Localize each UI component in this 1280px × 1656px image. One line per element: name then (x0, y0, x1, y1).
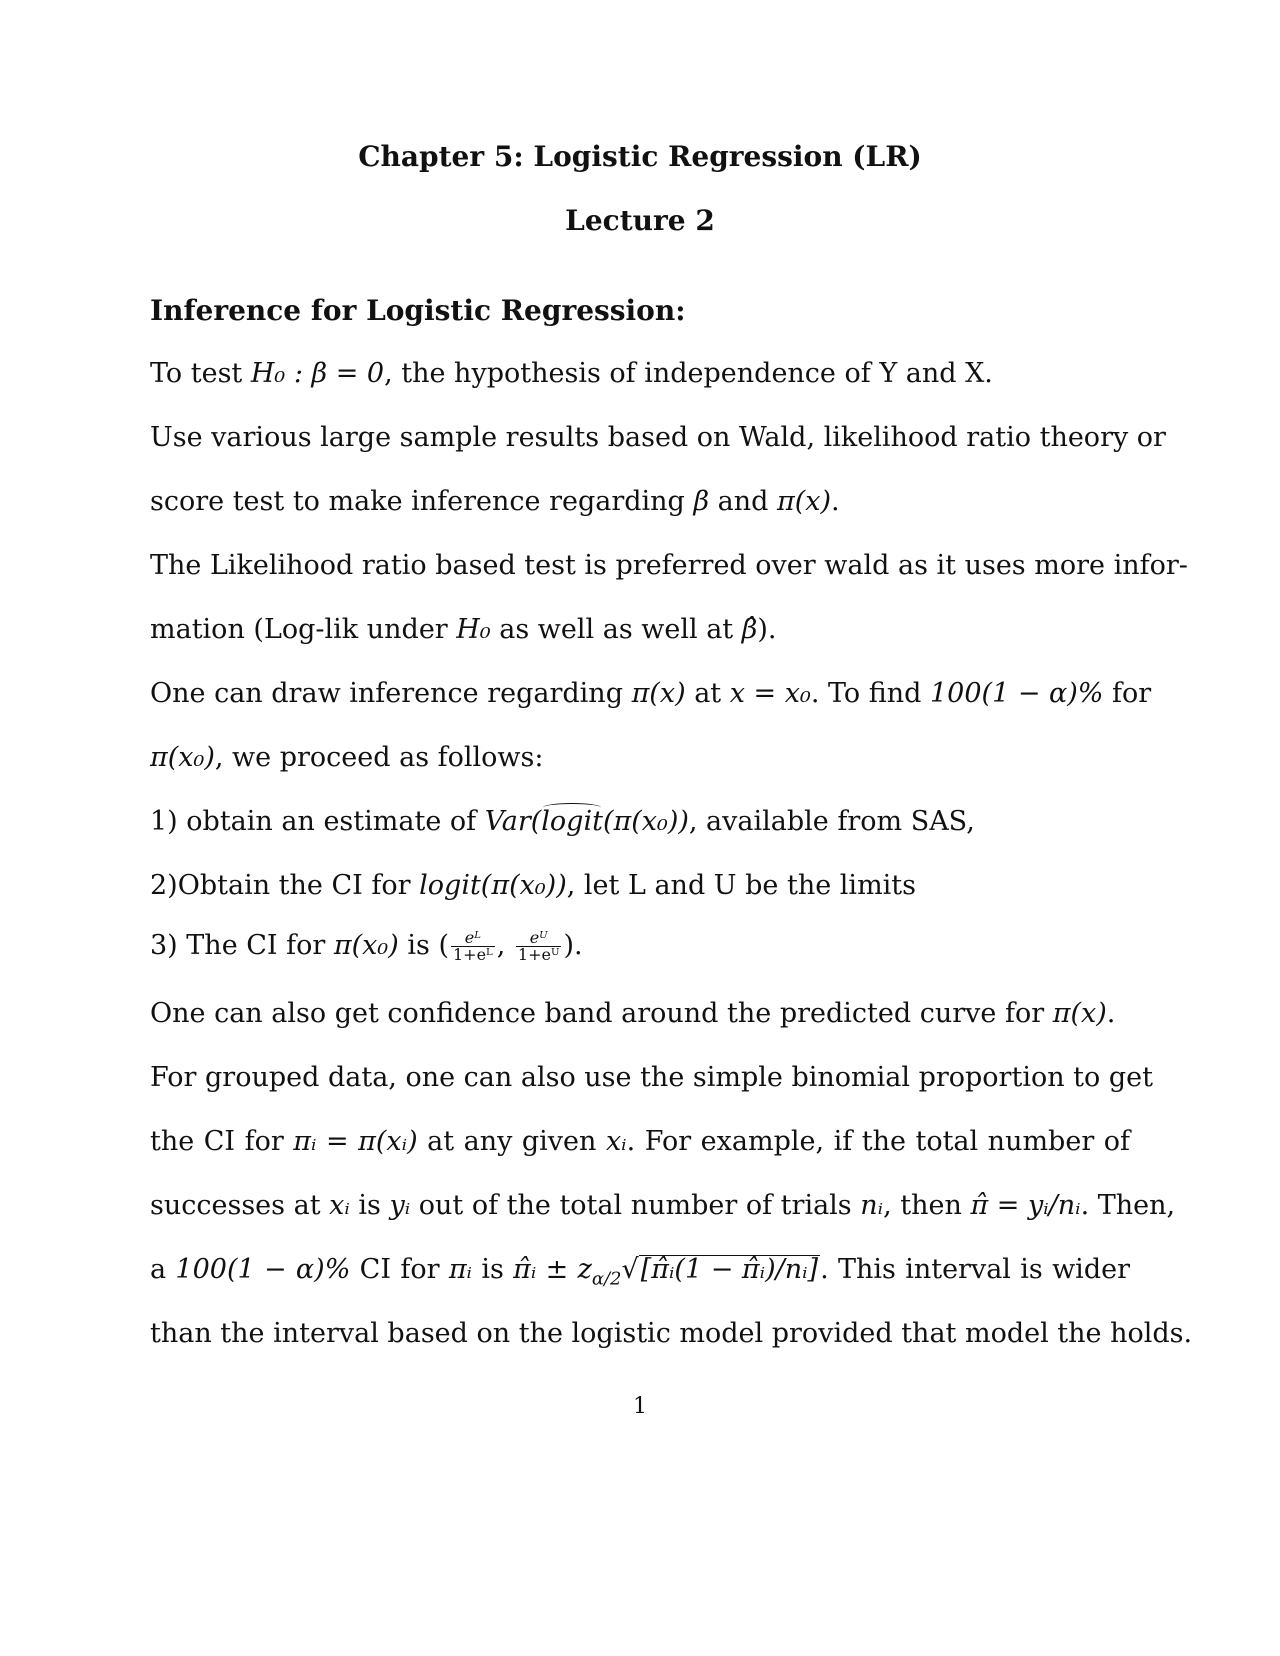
math-pi-i: πᵢ = π(xᵢ) (293, 1126, 418, 1157)
math-sqrt-term: [π̂ᵢ(1 − π̂ᵢ)/nᵢ] (640, 1254, 819, 1285)
text: One can also get confidence band around the predicted curve for (150, 998, 1053, 1029)
text: . (1106, 998, 1116, 1029)
text: 2)Obtain the CI for (150, 870, 420, 901)
math-h0: H₀ : β = 0 (250, 358, 385, 389)
math-ci-level: 100(1 − α)% (175, 1254, 351, 1285)
step-2 (150, 870, 1130, 901)
text: the CI for (150, 1126, 294, 1157)
step-3 (150, 930, 1130, 963)
math-pi-hat: π̂ = yᵢ/nᵢ (970, 1190, 1081, 1221)
paragraph-grouped-line5: than the interval based on the logistic model provided that model the holds. (150, 1318, 1193, 1349)
text: ). (563, 930, 583, 961)
text: , let L and U be the limits (566, 870, 917, 901)
math-pi-x: π(x) (631, 678, 686, 709)
math-n-i: nᵢ (860, 1190, 884, 1221)
math-beta-hat: β̂ (741, 614, 758, 645)
fraction-upper (516, 930, 562, 963)
math-logit-hat: logit (541, 806, 603, 837)
text: at any given (417, 1126, 606, 1157)
fraction-lower (451, 930, 495, 963)
text: . Then, (1080, 1190, 1176, 1221)
math-h0: H₀ (456, 614, 491, 645)
math-pi-x: π(x) (776, 486, 832, 517)
text: and (709, 486, 777, 517)
text: for (1103, 678, 1152, 709)
denominator: 1+eᴸ (452, 945, 493, 964)
text: . To find (810, 678, 930, 709)
math-pi-x0: π(x₀) (333, 930, 399, 961)
text: is ( (398, 930, 449, 961)
paragraph-grouped-line2 (150, 1126, 1130, 1157)
text: 1) obtain an estimate of (150, 806, 485, 837)
paragraph-inference-line1 (150, 678, 1152, 709)
text: a (150, 1254, 176, 1285)
math-x-i: xᵢ (329, 1190, 350, 1221)
text: . (831, 486, 840, 517)
paragraph-large-sample-line1: Use various large sample results based on Wald, likelihood ratio theory or (150, 422, 1166, 453)
math-x-i: xᵢ (605, 1126, 627, 1157)
paragraph-grouped-line4: a 100(1 − α)% CI for πᵢ is π̂ᵢ ± $z_{\alpha/2}√[\pîᵢ(1$ − π̂ᵢ)/nᵢ]. This interval is wider (150, 1254, 1130, 1290)
text: , the hypothesis of independence of Y and X. (384, 358, 993, 389)
math-beta: β (693, 486, 710, 517)
math-pi-x: π(x) (1052, 998, 1107, 1029)
paragraph-inference-line2 (150, 742, 1130, 773)
text: mation (Log-lik under (150, 614, 457, 645)
text: One can draw inference regarding (150, 678, 632, 709)
text: is (349, 1190, 390, 1221)
paragraph-large-sample-line2 (150, 486, 1130, 517)
paragraph-hypothesis (150, 358, 1130, 389)
math-estimate: π̂ᵢ ± z (513, 1254, 592, 1285)
paragraph-grouped-line3 (150, 1190, 1176, 1221)
text: To test (150, 358, 251, 389)
text: is (472, 1254, 514, 1285)
math-ci-level: 100(1 − α)% (930, 678, 1104, 709)
denominator: 1+eᵁ (517, 945, 560, 964)
text: . For example, if the total number of (626, 1126, 1130, 1157)
text: at (685, 678, 730, 709)
text: , we proceed as follows: (214, 742, 544, 773)
section-heading: Inference for Logistic Regression: (150, 294, 686, 327)
paragraph-confidence-band (150, 998, 1130, 1029)
math-y-i: yᵢ (389, 1190, 411, 1221)
math-pi-x0: π(x₀) (150, 742, 215, 773)
text: CI for (350, 1254, 449, 1285)
text: out of the total number of trials (410, 1190, 861, 1221)
text: as well as well at (490, 614, 742, 645)
numerator: eᵁ (516, 930, 562, 947)
math-x-eq-x0: x = x₀ (729, 678, 811, 709)
numerator: eᴸ (451, 930, 495, 947)
paragraph-lr-line1: The Likelihood ratio based test is preferred over wald as it uses more infor- (150, 550, 1188, 581)
chapter-title: Chapter 5: Logistic Regression (LR) (358, 140, 922, 173)
text: ). (757, 614, 777, 645)
paragraph-lr-line2 (150, 614, 1130, 645)
text: score test to make inference regarding (150, 486, 694, 517)
math-alpha-half: α/2 (591, 1268, 622, 1290)
text: . This interval is wider (820, 1254, 1130, 1285)
text: successes at (150, 1190, 330, 1221)
text: , available from SAS, (688, 806, 975, 837)
lecture-subtitle: Lecture 2 (565, 204, 715, 237)
step-1 (150, 806, 1130, 837)
math-pi-i: πᵢ (448, 1254, 472, 1285)
paragraph-grouped-line1: For grouped data, one can also use the simple binomial proportion to get (150, 1062, 1153, 1093)
text: 3) The CI for (150, 930, 334, 961)
page-number: 1 (633, 1394, 647, 1419)
text: , (496, 930, 514, 961)
math-var: Var( (484, 806, 542, 837)
math-logit: logit(π(x₀)) (419, 870, 567, 901)
math-pi-x0: (π(x₀)) (602, 806, 689, 837)
text: , then (883, 1190, 971, 1221)
